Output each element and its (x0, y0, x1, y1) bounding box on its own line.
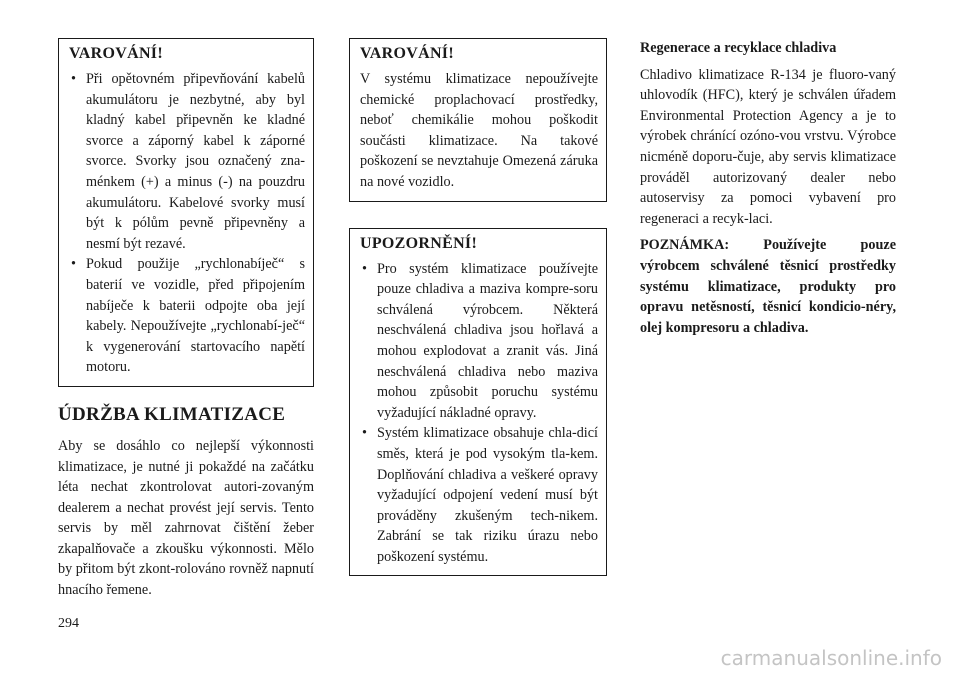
warning-box-battery (58, 38, 314, 387)
page-number: 294 (58, 616, 79, 631)
warning-title: VAROVÁNÍ! (69, 45, 163, 62)
refrigerant-paragraph: Chladivo klimatizace R-134 je fluoro-vaný uhlovodík (HFC), který je schválen úřadem Environmental Protection Agency a je to výrobek chránící ozóno-vou vrstvu. Výrobce nicméně doporu-čuje, aby servis klimatizace prováděl autorizovaný dealer nebo autoservisy za pomoci vybavení pro regeneraci a recyk-laci. (640, 66, 896, 227)
warning-box-chemicals (349, 38, 607, 202)
caution-title: UPOZORNĚNÍ! (360, 234, 478, 252)
caution-list (360, 259, 598, 568)
warning-title: VAROVÁNÍ! (360, 45, 454, 62)
warning-list (69, 69, 305, 378)
section-heading: ÚDRŽBA KLIMATIZACE (58, 403, 286, 425)
column-left (58, 38, 314, 601)
caution-box-refrigerant (349, 228, 607, 577)
caution-item: • Pro systém klimatizace používejte pouze chladiva a maziva kompre-soru schválená výrobcem. Některá neschválená chladiva jsou hořlavá a mohou explodovat a zranit vás. Jiná neschválená chladiva nebo maziva mohou způsobit poruchu systému vyžadující nákladné opravy. (360, 259, 598, 424)
watermark: carmanualsonline.info (720, 646, 942, 670)
warning-text: V systému klimatizace nepoužívejte chemické proplachovací prostředky, neboť chemikálie mohou poškodit součásti klimatizace. Na takové poškození se nevztahuje Omezená záruka na nové vozidlo. (360, 71, 598, 190)
warning-item: • Při opětovném připevňování kabelů akumulátoru je nezbytné, aby byl kladný kabel připevněn ke kladné svorce a záporný kabel k záporné svorce. Svorky jsou označený zna-ménkem (+) a minus (-) na pouzdru akumulátoru. Kabelové svorky musí být k pólům pevně připevněny a nesmí být rezavé. (69, 69, 305, 254)
column-middle (349, 38, 607, 576)
subheading: Regenerace a recyklace chladiva (640, 40, 837, 56)
caution-item: • Systém klimatizace obsahuje chla-dicí směs, která je pod vysokým tla-kem. Doplňování chladiva a veškeré opravy vyžadující odpojení vedení musí být prováděny zkušeným tech-nikem. Zabrání se tak riziku úrazu nebo poškození systému. (360, 423, 598, 567)
section-paragraph: Aby se dosáhlo co nejlepší výkonnosti klimatizace, je nutné ji pokaždé na začátku léta nechat zkontrolovat autori-zovaným dealerem a nechat provést její servis. Tento servis by měl zahrnovat čištění žeber zkapalňovače a zkoušku výkonnosti. Mělo by přitom být zkont-rolováno rovněž napnutí hnacího řemene. (58, 437, 314, 599)
column-right (640, 38, 896, 344)
note-paragraph: POZNÁMKA: Používejte pouze výrobcem schválené těsnicí prostředky systému klimatizace, produkty pro opravu netěsností, těsnicí kondicio-néry, olej kompresoru a chladiva. (640, 237, 896, 336)
warning-item: • Pokud použije „rychlonabíječ“ s baterií ve vozidle, před připojením nabíječe k baterii odpojte oba její kabely. Nepoužívejte „rychlonabí-ječ“ k vygenerování startovacího napětí motoru. (69, 254, 305, 378)
